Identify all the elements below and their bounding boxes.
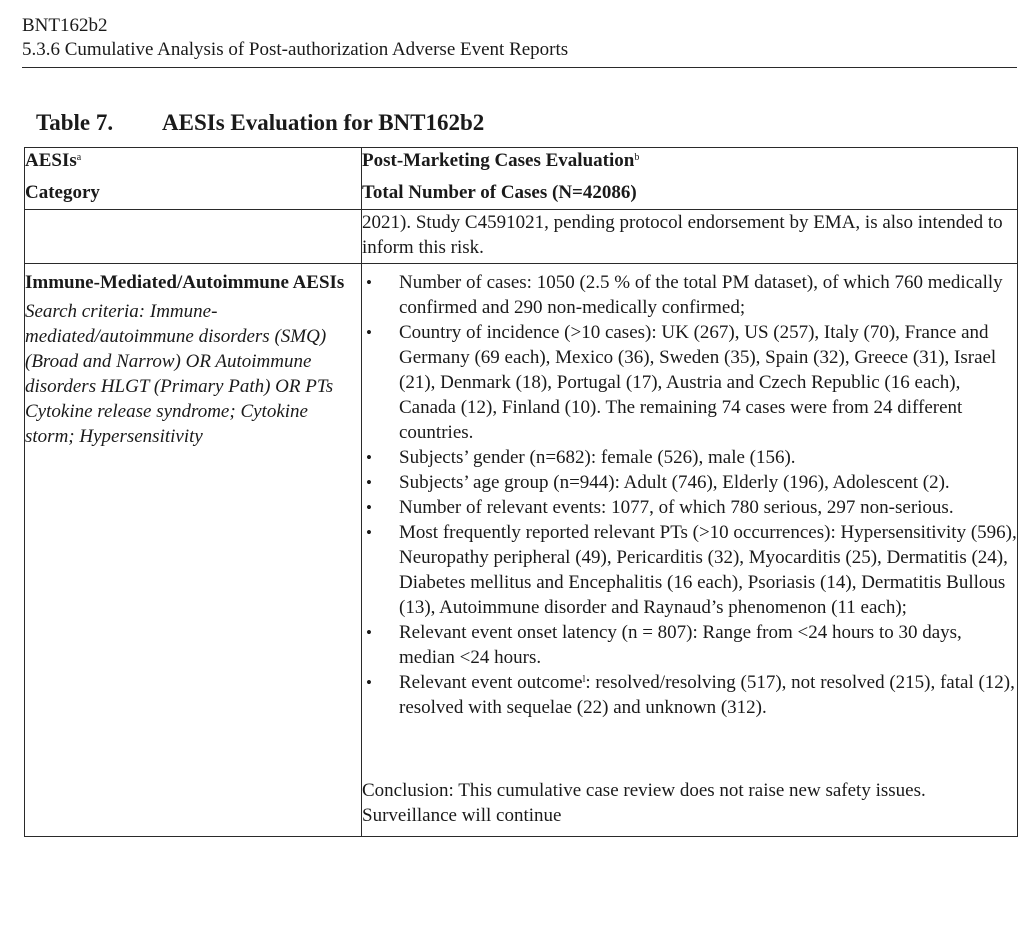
table-caption <box>36 110 484 136</box>
col1-header <box>25 148 362 210</box>
outcome-rest: : resolved/resolving (517), not resolved (215), fatal (12), resolved with sequelae (22) and unknown (312). <box>399 672 1015 718</box>
bullet-icon: • <box>366 448 372 467</box>
bullet-item <box>362 445 1017 470</box>
bullet-item <box>362 670 1017 720</box>
bullet-text: Number of cases: 1050 (2.5 % of the total PM dataset), of which 760 medically confirmed and 290 non-medically confirmed; <box>399 272 1003 318</box>
bullet-item <box>362 620 1017 670</box>
col2-header-title: Post-Marketing Cases Evaluation <box>362 150 635 171</box>
bullet-icon: • <box>366 273 372 292</box>
bullet-text: Most frequently reported relevant PTs (>10 occurrences): Hypersensitivity (596), Neuropathy peripheral (49), Pericarditis (32), Myocarditis (25), Dermatitis (24), Diabetes mellitus and Encephalitis (16 each), Psoriasis (14), Dermatitis Bullous (13), Autoimmune disorder and Raynaud’s phenomenon (11 each); <box>399 522 1017 618</box>
continuation-empty-cell <box>25 210 362 264</box>
col1-header-title: AESIs <box>25 150 77 171</box>
bullet-item <box>362 470 1017 495</box>
bullet-item <box>362 520 1017 620</box>
bullet-item <box>362 270 1017 320</box>
table-title: AESIs Evaluation for BNT162b2 <box>162 110 485 135</box>
table-row-continuation <box>25 210 1018 264</box>
bullet-text: Relevant event onset latency (n = 807): Range from <24 hours to 30 days, median <24 hours. <box>399 622 962 668</box>
header-product-name: BNT162b2 <box>22 15 108 36</box>
col2-header-subtitle: Total Number of Cases (N=42086) <box>362 182 637 203</box>
aesi-table <box>24 147 1018 837</box>
header-section-title: 5.3.6 Cumulative Analysis of Post-authorization Adverse Event Reports <box>22 39 569 60</box>
evaluation-cell <box>362 264 1018 837</box>
table-row-immune-mediated <box>25 264 1018 837</box>
col2-header <box>362 148 1018 210</box>
bullet-icon: • <box>366 623 372 642</box>
outcome-footnote-mark: l <box>582 674 586 685</box>
conclusion-text: Conclusion: This cumulative case review does not raise new safety issues. Surveillance will continue <box>362 780 926 826</box>
bullet-icon: • <box>366 323 372 342</box>
bullet-icon: • <box>366 473 372 492</box>
col2-footnote-mark: b <box>634 152 640 163</box>
col1-footnote-mark: a <box>76 152 82 163</box>
bullet-icon: • <box>366 498 372 517</box>
table-number: Table 7. <box>36 110 114 135</box>
outcome-lead: Relevant event outcome <box>399 672 583 693</box>
category-title: Immune-Mediated/Autoimmune AESIs <box>25 272 345 293</box>
continuation-text: 2021). Study C4591021, pending protocol endorsement by EMA, is also intended to inform this risk. <box>362 210 1018 264</box>
table-header-row <box>25 148 1018 210</box>
bullet-text: Subjects’ gender (n=682): female (526), male (156). <box>399 447 796 468</box>
bullet-icon: • <box>366 523 372 542</box>
bullet-text-outcome <box>399 672 1015 718</box>
header-divider <box>22 67 1017 68</box>
col1-header-subtitle: Category <box>25 182 100 203</box>
bullet-item <box>362 320 1017 445</box>
category-cell <box>25 264 362 837</box>
document-header <box>22 14 1017 62</box>
evaluation-bullet-list <box>362 270 1017 720</box>
bullet-text: Number of relevant events: 1077, of which 780 serious, 297 non-serious. <box>399 497 954 518</box>
bullet-text: Subjects’ age group (n=944): Adult (746), Elderly (196), Adolescent (2). <box>399 472 950 493</box>
bullet-icon: • <box>366 673 372 692</box>
bullet-text: Country of incidence (>10 cases): UK (267), US (257), Italy (70), France and Germany (69 each), Mexico (36), Sweden (35), Spain (32), Greece (31), Israel (21), Denmark (18), Portugal (17), Austria and Czech Republic (16 each), Canada (12), Finland (10). The remaining 74 cases were from 24 different countries. <box>399 322 997 443</box>
bullet-item <box>362 495 1017 520</box>
search-criteria: Search criteria: Immune-mediated/autoimmune disorders (SMQ) (Broad and Narrow) OR Autoimmune disorders HLGT (Primary Path) OR PTs Cytokine release syndrome; Cytokine storm; Hypersensitivity <box>25 301 334 447</box>
